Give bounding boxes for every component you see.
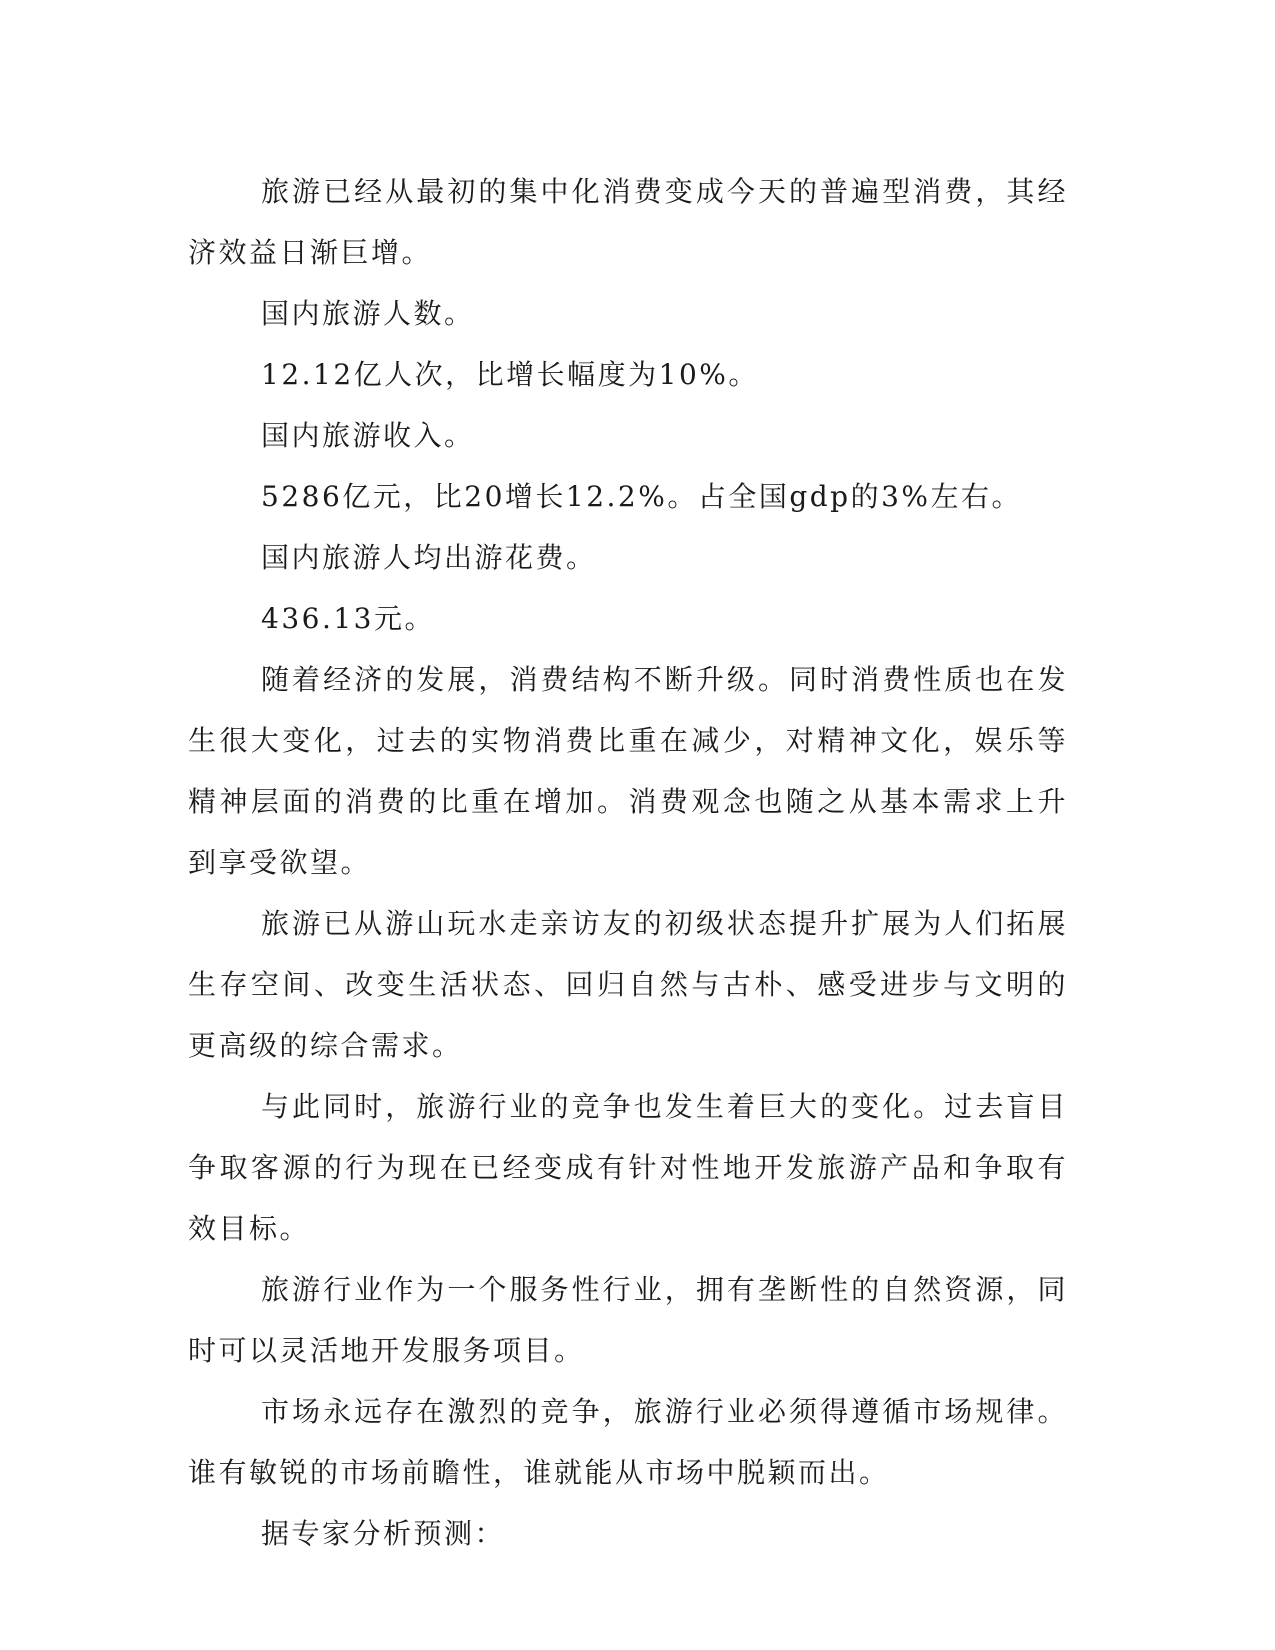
- paragraph-domestic-revenue-heading: 国内旅游收入。: [261, 419, 475, 452]
- paragraph-economic-benefit: 旅游已经从最初的集中化消费变成今天的普遍型消费，其经济效益日渐巨增。: [188, 175, 1068, 269]
- paragraph-service-industry: 旅游行业作为一个服务性行业，拥有垄断性的自然资源，同时可以灵活地开发服务项目。: [188, 1273, 1068, 1367]
- paragraph-domestic-tourists-heading: 国内旅游人数。: [261, 297, 475, 330]
- paragraph-market-rules: 市场永远存在激烈的竞争，旅游行业必须得遵循市场规律。谁有敏锐的市场前瞻性，谁就能从市场中脱颖而出。: [188, 1395, 1068, 1489]
- paragraph-domestic-tourists-value: 12.12亿人次，比增长幅度为10%。: [261, 358, 759, 391]
- paragraph-per-capita-spending-value: 436.13元。: [261, 602, 435, 635]
- paragraph-consumption-structure: 随着经济的发展，消费结构不断升级。同时消费性质也在发生很大变化，过去的实物消费比重在减少，对精神文化，娱乐等精神层面的消费的比重在增加。消费观念也随之从基本需求上升到享受欲望。: [188, 663, 1068, 879]
- paragraph-tourism-upgrade: 旅游已从游山玩水走亲访友的初级状态提升扩展为人们拓展生存空间、改变生活状态、回归自然与古朴、感受进步与文明的更高级的综合需求。: [188, 907, 1068, 1062]
- paragraph-per-capita-spending-heading: 国内旅游人均出游花费。: [261, 541, 597, 574]
- paragraph-domestic-revenue-value: 5286亿元，比20增长12.2%。占全国gdp的3%左右。: [261, 480, 1023, 513]
- paragraph-expert-forecast: 据专家分析预测：: [261, 1517, 506, 1550]
- paragraph-industry-competition: 与此同时，旅游行业的竞争也发生着巨大的变化。过去盲目争取客源的行为现在已经变成有针对性地开发旅游产品和争取有效目标。: [188, 1090, 1068, 1245]
- document-body: [188, 161, 1068, 1564]
